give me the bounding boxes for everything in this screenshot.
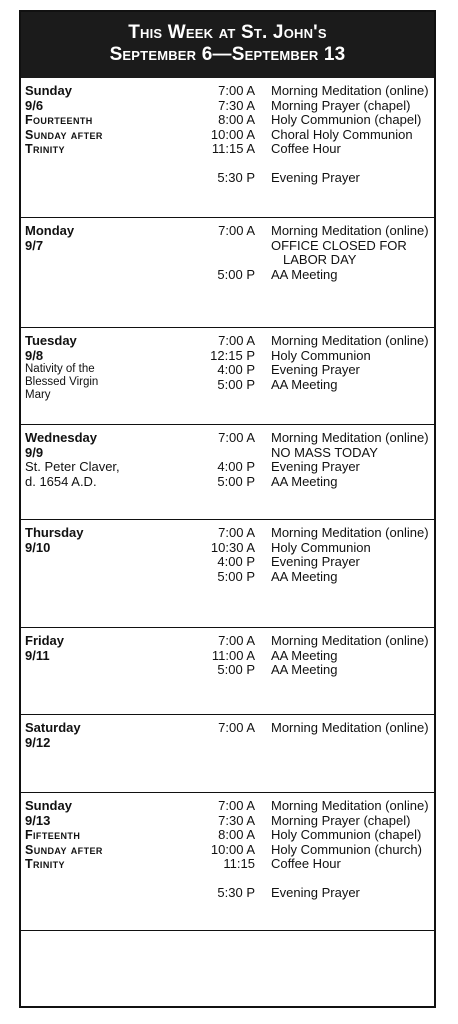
event-time: 8:00 A	[218, 827, 255, 842]
day-section	[21, 520, 434, 628]
event-row	[171, 541, 436, 556]
event-list	[171, 224, 436, 282]
event-row	[171, 113, 436, 128]
day-date: 9/8	[25, 347, 44, 363]
event-time: 7:00 A	[218, 333, 255, 348]
day-name: Thursday	[25, 525, 84, 540]
day-observance: Nativity of the	[25, 363, 95, 375]
event-row	[171, 446, 436, 461]
day-observance: St. Peter Claver,	[25, 459, 120, 474]
event-time: 7:00 A	[218, 720, 255, 735]
event-description: Coffee Hour	[271, 141, 341, 156]
day-label	[25, 634, 155, 663]
day-name: Friday	[25, 633, 65, 648]
event-description: AA Meeting	[271, 662, 338, 677]
event-list	[171, 799, 436, 901]
day-name: Saturday	[25, 720, 81, 735]
event-description: LABOR DAY	[283, 252, 357, 267]
day-label	[25, 84, 155, 157]
event-row	[171, 526, 436, 541]
event-list	[171, 84, 436, 186]
day-date: 9/13	[25, 812, 51, 828]
day-section	[21, 218, 434, 328]
day-date: 9/7	[25, 237, 44, 253]
event-time: 7:00 A	[218, 633, 255, 648]
day-observance: d. 1654 A.D.	[25, 473, 97, 489]
event-description: Evening Prayer	[271, 170, 360, 185]
event-time: 4:00 P	[217, 459, 255, 474]
header-title: This Week at St. John's	[128, 22, 327, 43]
event-list	[171, 526, 436, 584]
event-time: 5:00 P	[217, 662, 255, 677]
event-description: Evening Prayer	[271, 885, 360, 900]
event-row	[171, 663, 436, 678]
event-description: Evening Prayer	[271, 459, 360, 474]
event-description: Morning Prayer (chapel)	[271, 812, 411, 828]
day-label	[25, 721, 155, 750]
event-description: Holy Communion (chapel)	[271, 827, 422, 842]
event-row	[171, 649, 436, 664]
day-section	[21, 78, 434, 218]
day-label	[25, 431, 155, 489]
event-time: 11:00 A	[211, 647, 255, 663]
day-observance: Sunday after	[25, 127, 103, 142]
event-row	[171, 378, 436, 393]
event-time: 5:30 P	[217, 170, 255, 185]
event-time: 5:00 P	[217, 568, 255, 584]
event-description: Morning Meditation (online)	[271, 333, 429, 348]
event-row	[171, 799, 436, 814]
event-row	[171, 634, 436, 649]
day-observance: Mary	[25, 389, 51, 401]
event-time: 12:15 P	[210, 347, 255, 363]
day-observance: Fourteenth	[25, 113, 93, 127]
day-observance: Trinity	[25, 857, 65, 871]
event-row	[171, 253, 436, 268]
event-time: 5:30 P	[217, 885, 255, 900]
schedule-frame	[19, 10, 436, 1008]
event-row	[171, 128, 436, 143]
event-row	[171, 334, 436, 349]
event-description: AA Meeting	[271, 647, 338, 663]
event-list	[171, 334, 436, 392]
event-description: Morning Prayer (chapel)	[271, 97, 411, 113]
event-description: NO MASS TODAY	[271, 444, 378, 460]
event-row	[171, 857, 436, 872]
day-section	[21, 628, 434, 715]
event-row	[171, 84, 436, 99]
event-time: 7:00 A	[218, 223, 255, 238]
event-description: Evening Prayer	[271, 362, 360, 377]
event-description: Morning Meditation (online)	[271, 720, 429, 735]
event-description: Morning Meditation (online)	[271, 223, 429, 238]
day-section	[21, 425, 434, 520]
event-time: 10:00 A	[210, 841, 255, 857]
event-time: 7:00 A	[218, 430, 255, 445]
event-row	[171, 721, 436, 736]
event-row	[171, 828, 436, 843]
event-time: 5:00 P	[217, 473, 255, 489]
event-time: 7:30 A	[218, 97, 255, 113]
event-list	[171, 634, 436, 678]
event-time: 7:00 A	[218, 83, 255, 98]
event-time: 11:15 A	[211, 141, 255, 156]
event-row	[171, 460, 436, 475]
event-spacer	[171, 157, 436, 172]
event-description: AA Meeting	[271, 568, 338, 584]
day-name: Tuesday	[25, 333, 77, 348]
event-row	[171, 843, 436, 858]
day-label	[25, 799, 155, 872]
event-description: Choral Holy Communion	[271, 126, 413, 142]
event-row	[171, 142, 436, 157]
event-time: 4:00 P	[217, 554, 255, 569]
event-time: 10:00 A	[210, 126, 255, 142]
event-description: Holy Communion (church)	[271, 841, 422, 857]
event-time: 11:15	[223, 856, 255, 871]
event-row	[171, 475, 436, 490]
day-date: 9/10	[25, 539, 51, 555]
day-date: 9/9	[25, 444, 44, 460]
day-date: 9/12	[25, 734, 51, 750]
event-description: Morning Meditation (online)	[271, 525, 429, 540]
day-section	[21, 715, 434, 793]
event-description: Morning Meditation (online)	[271, 798, 429, 813]
day-section	[21, 328, 434, 425]
event-time: 4:00 P	[217, 362, 255, 377]
event-description: Coffee Hour	[271, 856, 341, 871]
event-row	[171, 363, 436, 378]
event-time: 8:00 A	[218, 112, 255, 127]
event-description: Holy Communion (chapel)	[271, 112, 422, 127]
event-list	[171, 721, 436, 736]
day-section	[21, 793, 434, 931]
day-observance: Sunday after	[25, 842, 103, 857]
event-spacer	[171, 872, 436, 887]
event-row	[171, 239, 436, 254]
event-row	[171, 814, 436, 829]
event-description: AA Meeting	[271, 266, 338, 282]
event-row	[171, 570, 436, 585]
event-description: Morning Meditation (online)	[271, 83, 429, 98]
event-row	[171, 349, 436, 364]
day-name: Sunday	[25, 798, 72, 813]
event-description: Morning Meditation (online)	[271, 633, 429, 648]
event-row	[171, 99, 436, 114]
event-description: OFFICE CLOSED FOR	[271, 237, 407, 253]
day-date: 9/6	[25, 97, 44, 113]
event-time: 5:00 P	[217, 266, 255, 282]
event-description: Morning Meditation (online)	[271, 430, 429, 445]
day-label	[25, 224, 155, 253]
event-time: 7:30 A	[218, 812, 255, 828]
event-time: 7:00 A	[218, 525, 255, 540]
event-row	[171, 555, 436, 570]
event-list	[171, 431, 436, 489]
day-observance: Blessed Virgin	[25, 376, 99, 388]
day-name: Wednesday	[25, 430, 98, 445]
event-row	[171, 431, 436, 446]
day-name: Monday	[25, 223, 75, 238]
event-description: Evening Prayer	[271, 554, 360, 569]
event-row	[171, 268, 436, 283]
day-observance: Trinity	[25, 142, 65, 156]
schedule-header	[21, 12, 434, 78]
day-label	[25, 334, 155, 402]
event-row	[171, 171, 436, 186]
event-description: Holy Communion	[271, 347, 371, 363]
event-row	[171, 224, 436, 239]
event-description: Holy Communion	[271, 539, 371, 555]
day-observance: Fifteenth	[25, 828, 81, 842]
event-description: AA Meeting	[271, 376, 338, 392]
day-date: 9/11	[25, 647, 50, 663]
event-time: 5:00 P	[217, 376, 255, 392]
event-description: AA Meeting	[271, 473, 338, 489]
event-row	[171, 886, 436, 901]
header-date-range: September 6—September 13	[109, 44, 346, 65]
event-time: 10:30 A	[210, 539, 255, 555]
day-name: Sunday	[25, 83, 72, 98]
event-time: 7:00 A	[218, 798, 255, 813]
day-label	[25, 526, 155, 555]
